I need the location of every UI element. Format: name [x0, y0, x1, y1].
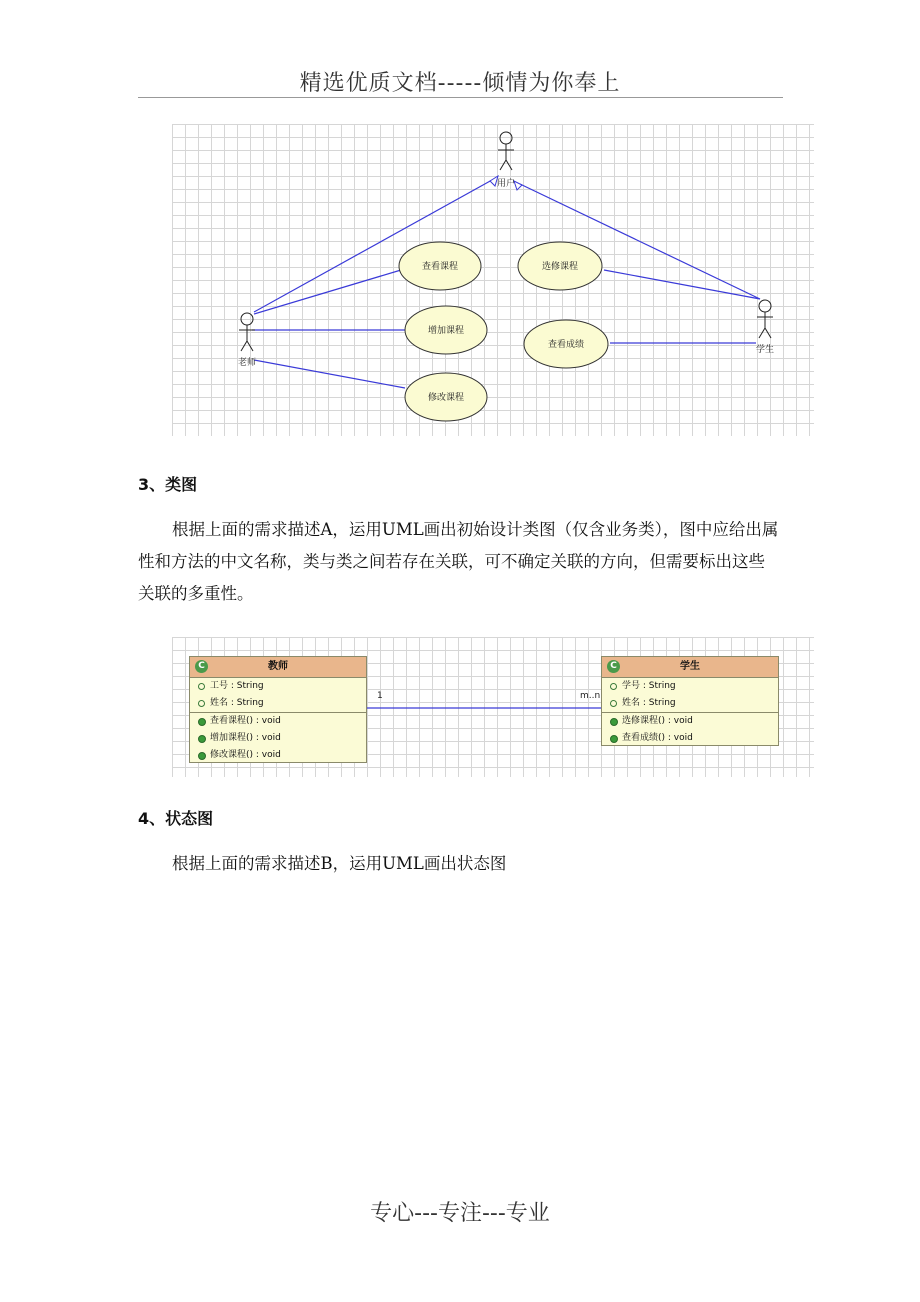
actor-label-user: 用户 — [496, 179, 516, 189]
assoc-teacher-modify-course — [254, 360, 405, 388]
teacher-method-row: 查看课程() : void — [190, 713, 366, 730]
student-class-header — [602, 657, 778, 678]
generalization-arrowhead-right — [514, 181, 522, 190]
section-3-paragraph: 根据上面的需求描述A，运用UML画出初始设计类图（仅含业务类），图中应给出属性和方法的中文名称，类与类之间若存在关联，可不确定关联的方向，但需要标出这些关联的多重性。 — [138, 520, 779, 603]
student-attribute-row: 学号 : String — [602, 678, 778, 695]
attribute-icon — [198, 700, 205, 707]
method-icon — [198, 718, 206, 726]
page-footer-title: 专心---专注---专业 — [370, 1201, 550, 1226]
header-divider — [138, 97, 783, 98]
student-class-box — [601, 656, 779, 746]
class-diagram — [172, 637, 814, 777]
student-attribute-row: 姓名 : String — [602, 695, 778, 712]
association-multiplicity-left: 1 — [377, 691, 383, 701]
attribute-icon — [198, 683, 205, 690]
attribute-icon — [610, 700, 617, 707]
actor-label-teacher: 老师 — [237, 358, 257, 368]
user-actor-figure — [498, 132, 514, 170]
teacher-class-header — [190, 657, 366, 678]
student-method-row: 查看成绩() : void — [602, 730, 778, 747]
assoc-student-select-course — [604, 270, 760, 299]
class-icon: C — [195, 660, 208, 673]
student-actor-figure — [757, 300, 773, 338]
actor-label-student: 学生 — [755, 345, 775, 355]
teacher-attribute-row: 工号 : String — [190, 678, 366, 695]
class-icon: C — [607, 660, 620, 673]
section-4-paragraph: 根据上面的需求描述B，运用UML画出状态图 — [172, 854, 507, 873]
attribute-icon — [610, 683, 617, 690]
method-icon — [610, 718, 618, 726]
method-icon — [198, 752, 206, 760]
page-header-title: 精选优质文档-----倾情为你奉上 — [299, 71, 621, 96]
section-4-heading: 4、状态图 — [138, 809, 214, 828]
association-multiplicity-right: m..n — [580, 691, 601, 701]
teacher-actor-figure — [239, 313, 255, 351]
use-case-label-add-course: 增加课程 — [427, 326, 465, 336]
student-method-row: 选修课程() : void — [602, 713, 778, 730]
method-icon — [198, 735, 206, 743]
use-case-label-view-grades: 查看成绩 — [547, 340, 585, 350]
section-3-heading: 3、类图 — [138, 475, 198, 494]
teacher-attribute-row: 姓名 : String — [190, 695, 366, 712]
teacher-class-name: 教师 — [268, 661, 288, 672]
teacher-method-row: 增加课程() : void — [190, 730, 366, 747]
method-icon — [610, 735, 618, 743]
use-case-label-select-course: 选修课程 — [541, 262, 579, 272]
teacher-class-box — [189, 656, 367, 763]
use-case-diagram — [172, 124, 814, 436]
use-case-label-modify-course: 修改课程 — [427, 393, 465, 403]
student-class-name: 学生 — [680, 661, 700, 672]
teacher-method-row: 修改课程() : void — [190, 747, 366, 764]
assoc-teacher-view-courses — [254, 270, 401, 314]
use-case-label-view-courses: 查看课程 — [421, 262, 459, 272]
